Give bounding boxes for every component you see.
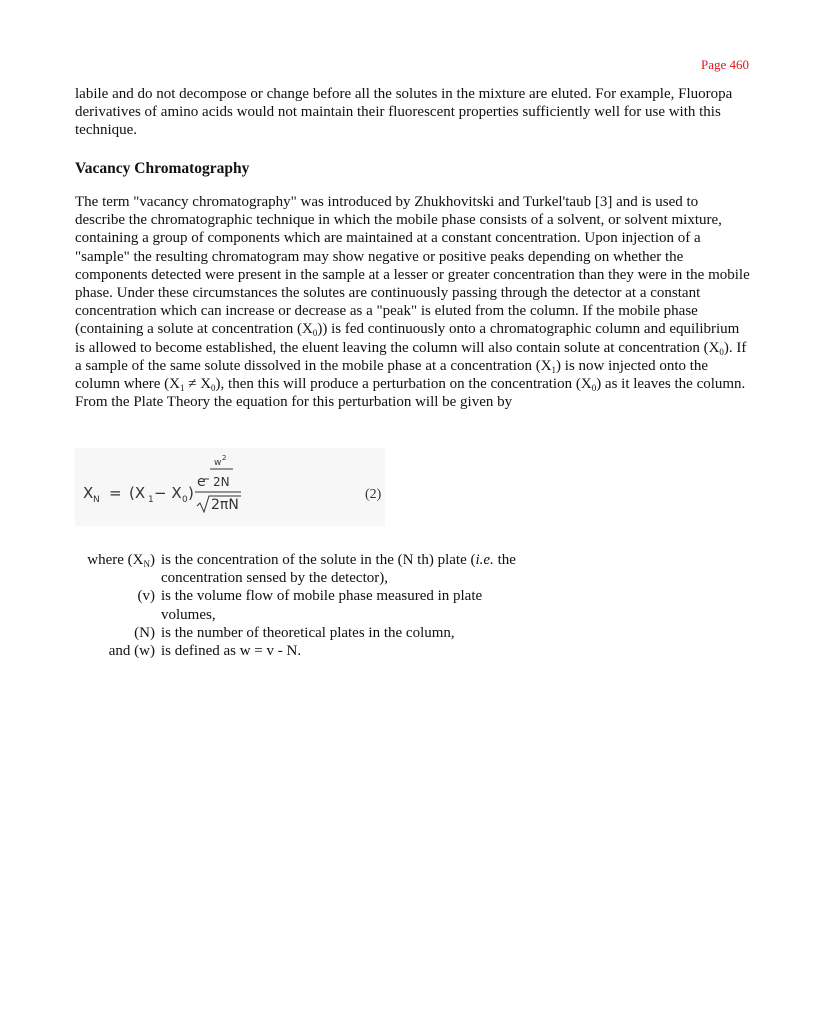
definition-term: (N) [134, 624, 155, 641]
eq-exp-num: w [214, 458, 222, 468]
definition-text: is defined as w = v - N. [161, 643, 302, 660]
eq-bracket-open: (X [129, 484, 146, 502]
eq-lhs-sub: N [93, 495, 100, 505]
page-number: Page 460 [700, 57, 749, 72]
eq-lhs: X [83, 484, 94, 502]
eq-x1-sub: 1 [148, 495, 154, 505]
definition-term: and (w) [108, 643, 155, 660]
eq-minus-x0: − X [154, 484, 182, 502]
definition-row [75, 551, 521, 587]
eq-equals: = [109, 484, 122, 502]
definition-text: is the number of theoretical plates in the column, [161, 624, 455, 641]
eq-exp-den: 2N [213, 475, 230, 489]
definition-row [75, 642, 521, 660]
equation-2 [75, 448, 385, 526]
definitions-list [75, 551, 521, 660]
definition-text: is the concentration of the solute in the (N th) plate (i.e. the concentration sensed by the detector), [161, 552, 516, 587]
eq-sqrt-content: 2πN [211, 497, 239, 513]
definition-text: is the volume flow of mobile phase measured in plate volumes, [161, 588, 483, 623]
section-heading: Vacancy Chromatography [75, 160, 250, 177]
eq-exp-num-sup: 2 [222, 454, 227, 462]
definition-row [75, 587, 521, 623]
eq-exp-base: e [197, 474, 206, 490]
definition-row [75, 624, 521, 642]
vacancy-paragraph: The term "vacancy chromatography" was introduced by Zhukhovitski and Turkel'taub [3] and is used to describe the chromatographic technique in which the mobile phase consists of a solvent, or solvent mixture, containing a group of components which are maintained at a constant concentration. Upon injection of a "sample" the resulting chromatogram may show negative or positive peaks depending on whether the components detected were present in the sample at a lesser or greater concentration than they were in the mobile phase. Under these circumstances the solutes are continuously passing through the detector at a constant concentration which can increase or decrease as a "peak" is eluted from the column. If the mobile phase (containing a solute at concentration $(X_0)$) is fed continuously onto a chromatographic column and equilibrium is allowed to become established, the eluent leaving the column will also contain solute at concentration $(X_0)$. If a sample of the same solute dissolved in the mobile phase at a concentration $(X_1)$ is now injected onto the column where $(X_1 \ne X_0)$, then this will produce a perturbation on the concentration $(X_0)$ as it leaves the column. From the Plate Theory the equation for this perturbation will be given by [75, 194, 750, 411]
definition-term: where $(X_N)$ [87, 552, 155, 569]
intro-paragraph: labile and do not decompose or change before all the solutes in the mixture are eluted. For example, Fluoropa derivatives of amino acids would not maintain their fluorescent properties sufficiently well for use with this technique. [75, 86, 733, 139]
definition-term: (v) [137, 588, 155, 605]
eq-bracket-close: ) [188, 484, 194, 502]
eq-number: (2) [365, 487, 382, 502]
eq-x0-sub: 0 [182, 495, 188, 505]
